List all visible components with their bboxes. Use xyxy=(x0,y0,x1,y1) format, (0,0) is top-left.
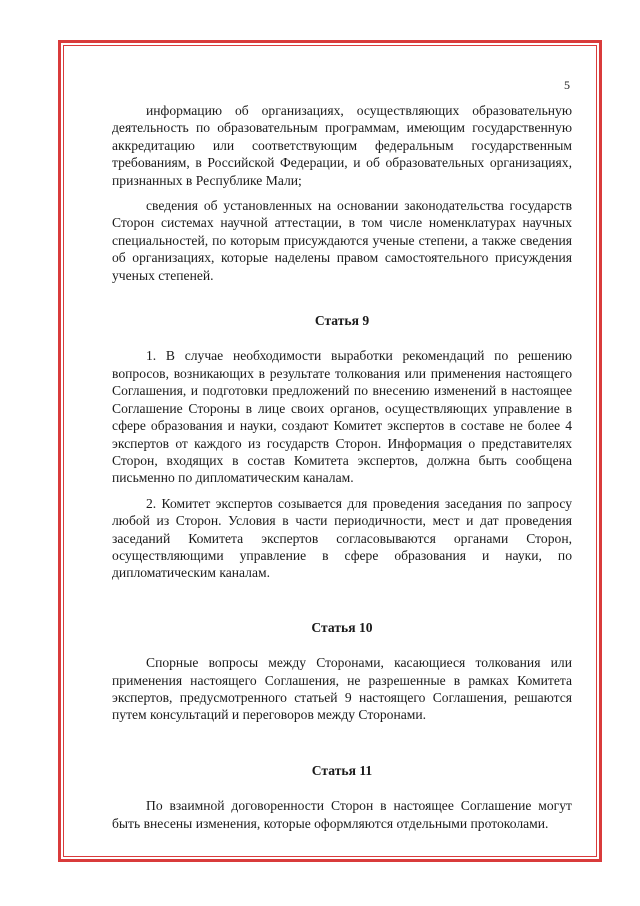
article-9-paragraph-2: 2. Комитет экспертов созывается для проведения заседания по запросу любой из Сторон. Условия в части периодичности, мест и дат проведения заседаний Комитета экспертов согласовываются органами Сторон, осуществляющими управление в сфере образования и науки, по дипломатическим каналам. xyxy=(112,495,572,581)
document-body xyxy=(112,74,572,832)
paragraph-attestation-info: сведения об установленных на основании законодательства государств Сторон системах научной аттестации, в том числе номенклатурах научных специальностей, по которым присуждаются ученые степени, а также сведения об организациях, которые наделены правом самостоятельного присуждения ученых степеней. xyxy=(112,198,572,283)
article-10-title: Статья 10 xyxy=(311,619,373,635)
article-9-title: Статья 9 xyxy=(314,313,370,329)
article-11-paragraph-1: По взаимной договоренности Сторон в настоящее Соглашение могут быть внесены изменения, которые оформляются отдельными протоколами. xyxy=(112,798,572,831)
page-number: 5 xyxy=(564,78,570,92)
paragraph-organizations-info: информацию об организациях, осуществляющих образовательную деятельность по образовательным программам, имеющим государственную аккредитацию или соответствующим федеральным государственным требованиям, в Российской Федерации, и об образовательных организациях, признанных в Республике Мали; xyxy=(112,103,572,188)
article-11-title: Статья 11 xyxy=(311,762,373,778)
article-9-paragraph-1: 1. В случае необходимости выработки рекомендаций по решению вопросов, возникающих в результате толкования или применения настоящего Соглашения, и подготовки предложений по внесению изменений в настоящее Соглашение Стороны в лице своих органов, осуществляющих управление в сфере образования и науки, создают Комитет экспертов в составе не более 4 экспертов от каждого из государств Сторон. Информация о представителях Сторон, входящих в состав Комитета экспертов, должна быть сообщена письменно по дипломатическим каналам. xyxy=(112,348,572,486)
article-10-paragraph-1: Спорные вопросы между Сторонами, касающиеся толкования или применения настоящего Соглашения, не разрешенные в рамках Комитета экспертов, предусмотренного статьей 9 настоящего Соглашения, решаются путем консультаций и переговоров между Сторонами. xyxy=(112,655,572,723)
